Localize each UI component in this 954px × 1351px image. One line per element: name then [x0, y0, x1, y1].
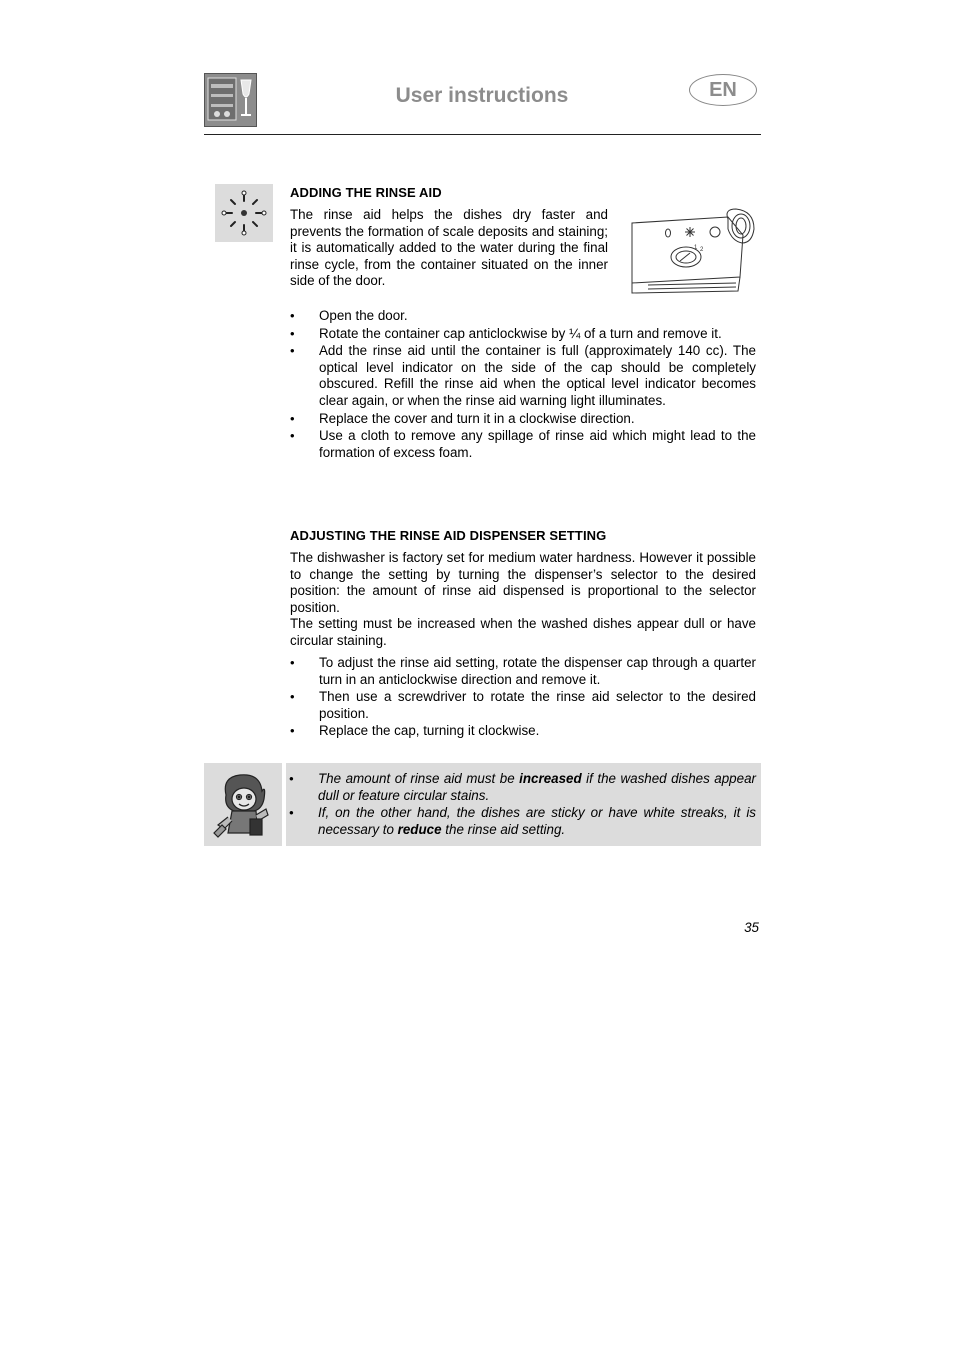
note-list	[289, 771, 756, 839]
section-heading-adding-rinse-aid: ADDING THE RINSE AID	[290, 185, 442, 200]
list-item: • Open the door.	[290, 308, 756, 325]
list-item: • Then use a screwdriver to rotate the rinse aid selector to the desired position.	[290, 689, 756, 722]
rinse-aid-icon	[215, 184, 273, 242]
note-box	[286, 763, 761, 846]
svg-text:1: 1	[694, 245, 698, 251]
list-item: • To adjust the rinse aid setting, rotate the dispenser cap through a quarter turn in an anticlockwise direction and remove it.	[290, 655, 756, 688]
rinse-aid-intro: The rinse aid helps the dishes dry faster and prevents the formation of scale deposits and staining; it is automatically added to the water during the final rinse cycle, from the container situated on the inner side of the door.	[290, 207, 608, 289]
page-number: 35	[744, 920, 759, 935]
note-text: if the washed dishes appear dull or feature circular stains.	[318, 771, 756, 803]
list-item: • Replace the cover and turn it in a clockwise direction.	[290, 411, 756, 428]
rinse-aid-dispenser-illustration	[628, 205, 758, 297]
note-text: The amount of rinse aid must be	[318, 771, 520, 786]
technician-mascot-icon	[204, 763, 282, 846]
note-emphasis-reduce: reduce	[397, 821, 442, 837]
adding-rinse-aid-steps	[290, 308, 756, 462]
note-emphasis-increased: increased	[519, 771, 582, 786]
adjusting-paragraph-2: The setting must be increased when the washed dishes appear dull or have circular staining.	[290, 616, 756, 648]
list-item: • Add the rinse aid until the container is full (approximately 140 cc). The optical level indicator on the side of the cap should be completely obscured. Refill the rinse aid when the optical level indicator becomes clear again, or when the rinse aid warning light illuminates.	[290, 343, 756, 409]
list-item: • Replace the cap, turning it clockwise.	[290, 723, 756, 740]
note-text: the rinse aid setting.	[441, 821, 566, 837]
note-item-increase	[289, 771, 756, 804]
note-text: If, on the other hand, the dishes are sticky or have white streaks, it is necessary to	[318, 805, 756, 837]
list-item: • Rotate the container cap anticlockwise by ¼ of a turn and remove it.	[290, 326, 756, 343]
header-divider	[204, 134, 761, 135]
adjusting-steps	[290, 655, 756, 741]
list-item: • Use a cloth to remove any spillage of rinse aid which might lead to the formation of excess foam.	[290, 428, 756, 461]
section-heading-adjusting-dispenser: ADJUSTING THE RINSE AID DISPENSER SETTING	[290, 528, 607, 543]
svg-text:2: 2	[700, 247, 704, 253]
adjusting-paragraph-1: The dishwasher is factory set for medium water hardness. However it possible to change the setting by turning the dispenser’s selector to the desired position: the amount of rinse aid dispensed is proportional to the selector position.	[290, 550, 756, 615]
page-title: User instructions	[395, 84, 569, 107]
language-badge: EN	[689, 74, 757, 106]
note-item-reduce	[289, 805, 756, 838]
